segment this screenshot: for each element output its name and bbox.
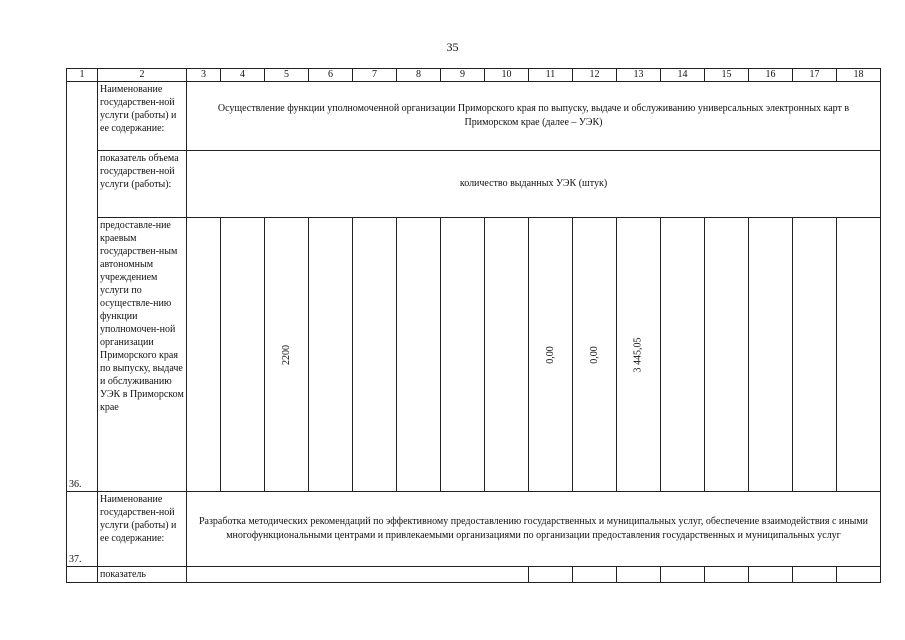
col-header: 9	[441, 69, 485, 82]
col-header: 8	[397, 69, 441, 82]
value-cell	[617, 567, 661, 583]
value-cell	[221, 218, 265, 492]
indicator-text: количество выданных УЭК (штук)	[187, 151, 881, 218]
table-row	[67, 151, 881, 218]
indicator-label: показатель	[98, 567, 187, 583]
service-name-text: Разработка методических рекомендаций по эффективному предоставлению государственных и муниципальных услуг, обеспечение взаимодействия с иными многофункциональными центрами и привлекаемыми организациями по организации предоставления государственных и муниципальных услуг	[187, 492, 881, 567]
value-cell	[187, 218, 221, 492]
col-header: 7	[353, 69, 397, 82]
table-row	[67, 82, 881, 151]
value-cell	[529, 567, 573, 583]
col-header: 3	[187, 69, 221, 82]
col-header: 5	[265, 69, 309, 82]
value-cell	[441, 218, 485, 492]
col-header: 4	[221, 69, 265, 82]
value-cell	[837, 218, 881, 492]
value-cell-col11	[529, 218, 573, 492]
service-name-label: Наименование государствен-ной услуги (работы) и ее содержание:	[98, 82, 187, 151]
value-col12: 0,00	[588, 345, 600, 364]
page-number: 35	[446, 40, 459, 54]
col-header: 15	[705, 69, 749, 82]
value-cell	[705, 567, 749, 583]
value-cell	[187, 567, 529, 583]
col-header: 11	[529, 69, 573, 82]
col-header: 6	[309, 69, 353, 82]
table-row	[67, 492, 881, 567]
value-cell	[661, 567, 705, 583]
value-cell	[661, 218, 705, 492]
row-number: 37.	[67, 492, 98, 567]
value-cell	[485, 218, 529, 492]
value-cell	[749, 218, 793, 492]
row-number-empty	[67, 567, 98, 583]
value-cell	[397, 218, 441, 492]
table-row	[67, 218, 881, 492]
value-col11: 0,00	[544, 345, 556, 364]
col-header: 2	[98, 69, 187, 82]
col-header: 12	[573, 69, 617, 82]
value-cell	[837, 567, 881, 583]
value-col13: 3 445,05	[632, 337, 644, 372]
col-header: 1	[67, 69, 98, 82]
value-cell-col5	[265, 218, 309, 492]
indicator-label: показатель объема государствен-ной услуги (работы):	[98, 151, 187, 218]
value-cell-col13	[617, 218, 661, 492]
value-cell	[793, 567, 837, 583]
value-cell-col12	[573, 218, 617, 492]
row-number: 36.	[67, 82, 98, 492]
col-header: 14	[661, 69, 705, 82]
value-cell	[793, 218, 837, 492]
table-row	[67, 567, 881, 583]
col-header: 18	[837, 69, 881, 82]
header-row	[67, 69, 881, 82]
value-cell	[353, 218, 397, 492]
value-cell	[309, 218, 353, 492]
services-table	[66, 68, 881, 583]
provision-label: предоставле-ние краевым государствен-ным автономным учреждением услуги по осуществле-нию функции уполномочен-ной организации Приморского края по выпуску, выдаче и обслуживанию УЭК в Приморском крае	[98, 218, 187, 492]
col-header: 10	[485, 69, 529, 82]
service-name-text: Осуществление функции уполномоченной организации Приморского края по выпуску, выдаче и обслуживанию универсальных электронных карт в Приморском крае (далее – УЭК)	[187, 82, 881, 151]
col-header: 13	[617, 69, 661, 82]
value-cell	[705, 218, 749, 492]
col-header: 16	[749, 69, 793, 82]
value-col5: 2200	[280, 344, 292, 365]
service-name-label: Наименование государствен-ной услуги (работы) и ее содержание:	[98, 492, 187, 567]
value-cell	[749, 567, 793, 583]
value-cell	[573, 567, 617, 583]
col-header: 17	[793, 69, 837, 82]
